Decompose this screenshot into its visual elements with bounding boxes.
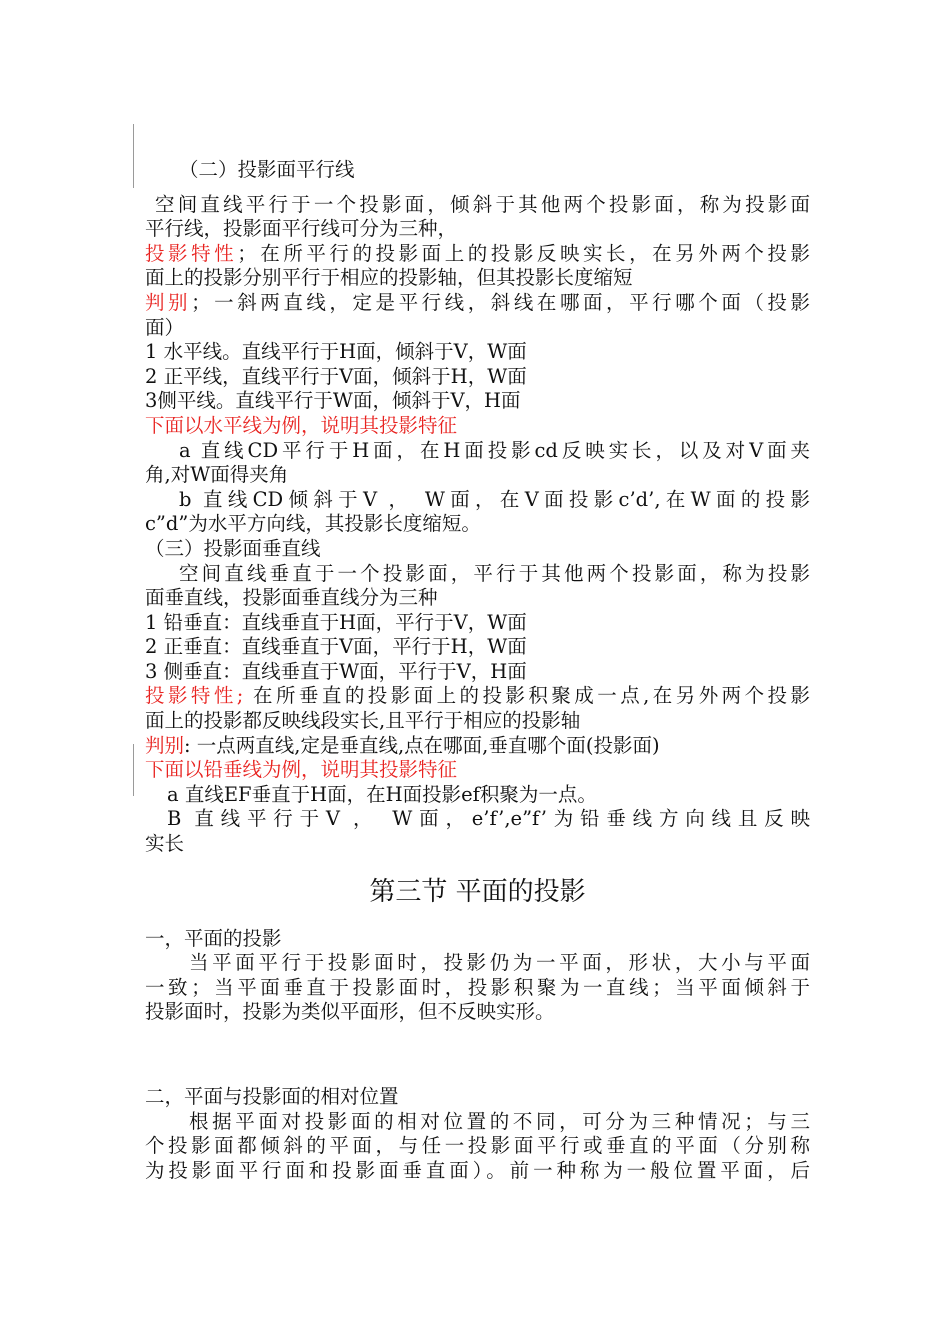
- section-three-property-line1: 投影特性; 在所垂直的投影面上的投影积聚成一点,在另外两个投影: [145, 684, 810, 708]
- part2-line1: 根据平面对投影面的相对位置的不同，可分为三种情况；与三: [189, 1109, 810, 1133]
- section-three-type1: 1 铅垂直：直线垂直于H面，平行于V，W面: [145, 610, 527, 634]
- part2-line2: 个投影面都倾斜的平面，与任一投影面平行或垂直的平面（分别称: [145, 1134, 810, 1158]
- section-two-property-line1: 投影特性；在所平行的投影面上的投影反映实长，在另外两个投影: [145, 241, 810, 265]
- part2-line3: 为投影面平行面和投影面垂直面）。前一种称为一般位置平面，后: [145, 1158, 810, 1182]
- section-three-example-title: 下面以铅垂线为例，说明其投影特征: [145, 758, 458, 782]
- judge-label: 判别: [145, 733, 185, 757]
- section-three-item-b-line1: B 直线平行于V ， W面，e’f’,e”f’为铅垂线方向线且反映: [167, 807, 810, 831]
- section-two-judge-line2: 面）: [145, 315, 185, 339]
- section-two-type2: 2 正平线，直线平行于V面，倾斜于H，W面: [145, 364, 527, 388]
- section-three-type2: 2 正垂直：直线垂直于V面，平行于H，W面: [145, 635, 527, 659]
- property-label: 投影特性;: [145, 684, 244, 708]
- section-three-title: （三）投影面垂直线: [145, 536, 321, 560]
- section-two-type1: 1 水平线。直线平行于H面，倾斜于V，W面: [145, 340, 527, 364]
- section-two-type3: 3侧平线。直线平行于W面，倾斜于V，H面: [145, 389, 521, 413]
- section-two-item-a-line2: 角,对W面得夹角: [145, 463, 289, 487]
- section-two-intro-line1: 空间直线平行于一个投影面，倾斜于其他两个投影面，称为投影面: [155, 192, 810, 216]
- margin-bar-top: [133, 124, 134, 188]
- section-two-property-line2: 面上的投影分别平行于相应的投影轴，但其投影长度缩短: [145, 266, 633, 290]
- part1-title: 一，平面的投影: [145, 926, 282, 950]
- section-three-property-line2: 面上的投影都反映线段实长,且平行于相应的投影轴: [145, 709, 581, 733]
- section-two-title: （二）投影面平行线: [179, 158, 355, 181]
- part1-line1: 当平面平行于投影面时，投影仍为一平面，形状，大小与平面: [189, 951, 810, 975]
- part1-line2: 一致；当平面垂直于投影面时，投影积聚为一直线；当平面倾斜于: [145, 975, 810, 999]
- section-three-item-b-line2: 实长: [145, 832, 185, 856]
- section-three-intro-line2: 面垂直线，投影面垂直线分为三种: [145, 586, 438, 610]
- property-label: 投影特性: [145, 241, 238, 265]
- section-three-type3: 3 侧垂直：直线垂直于W面，平行于V，H面: [145, 659, 527, 683]
- section-three-judge-line: 判别: 一点两直线,定是垂直线,点在哪面,垂直哪个面(投影面): [145, 733, 660, 757]
- section-two-item-b-line2: c”d”为水平方向线，其投影长度缩短。: [145, 512, 481, 536]
- section-two-example-title: 下面以水平线为例，说明其投影特征: [145, 413, 458, 437]
- document-body: [145, 158, 810, 1183]
- section-two-judge-line1: 判别；一斜两直线，定是平行线，斜线在哪面，平行哪个面（投影: [145, 290, 810, 314]
- section-two-item-a-line1: a 直线CD平行于H面，在H面投影cd反映实长，以及对V面夹: [179, 438, 810, 462]
- section-three-item-a: a 直线EF垂直于H面，在H面投影ef积聚为一点。: [167, 782, 597, 806]
- chapter-heading: 第三节 平面的投影: [369, 876, 586, 907]
- judge-label: 判别: [145, 290, 192, 314]
- section-three-intro-line1: 空间直线垂直于一个投影面，平行于其他两个投影面，称为投影: [179, 561, 810, 585]
- section-two-item-b-line1: b 直线CD倾斜于V ， W面，在V面投影c’d’,在W面的投影: [179, 487, 810, 511]
- margin-bar-middle: [133, 744, 134, 796]
- section-two-intro-line2: 平行线，投影面平行线可分为三种，: [145, 217, 458, 241]
- part1-line3: 投影面时，投影为类似平面形，但不反映实形。: [145, 1000, 555, 1024]
- part2-title: 二，平面与投影面的相对位置: [145, 1085, 399, 1108]
